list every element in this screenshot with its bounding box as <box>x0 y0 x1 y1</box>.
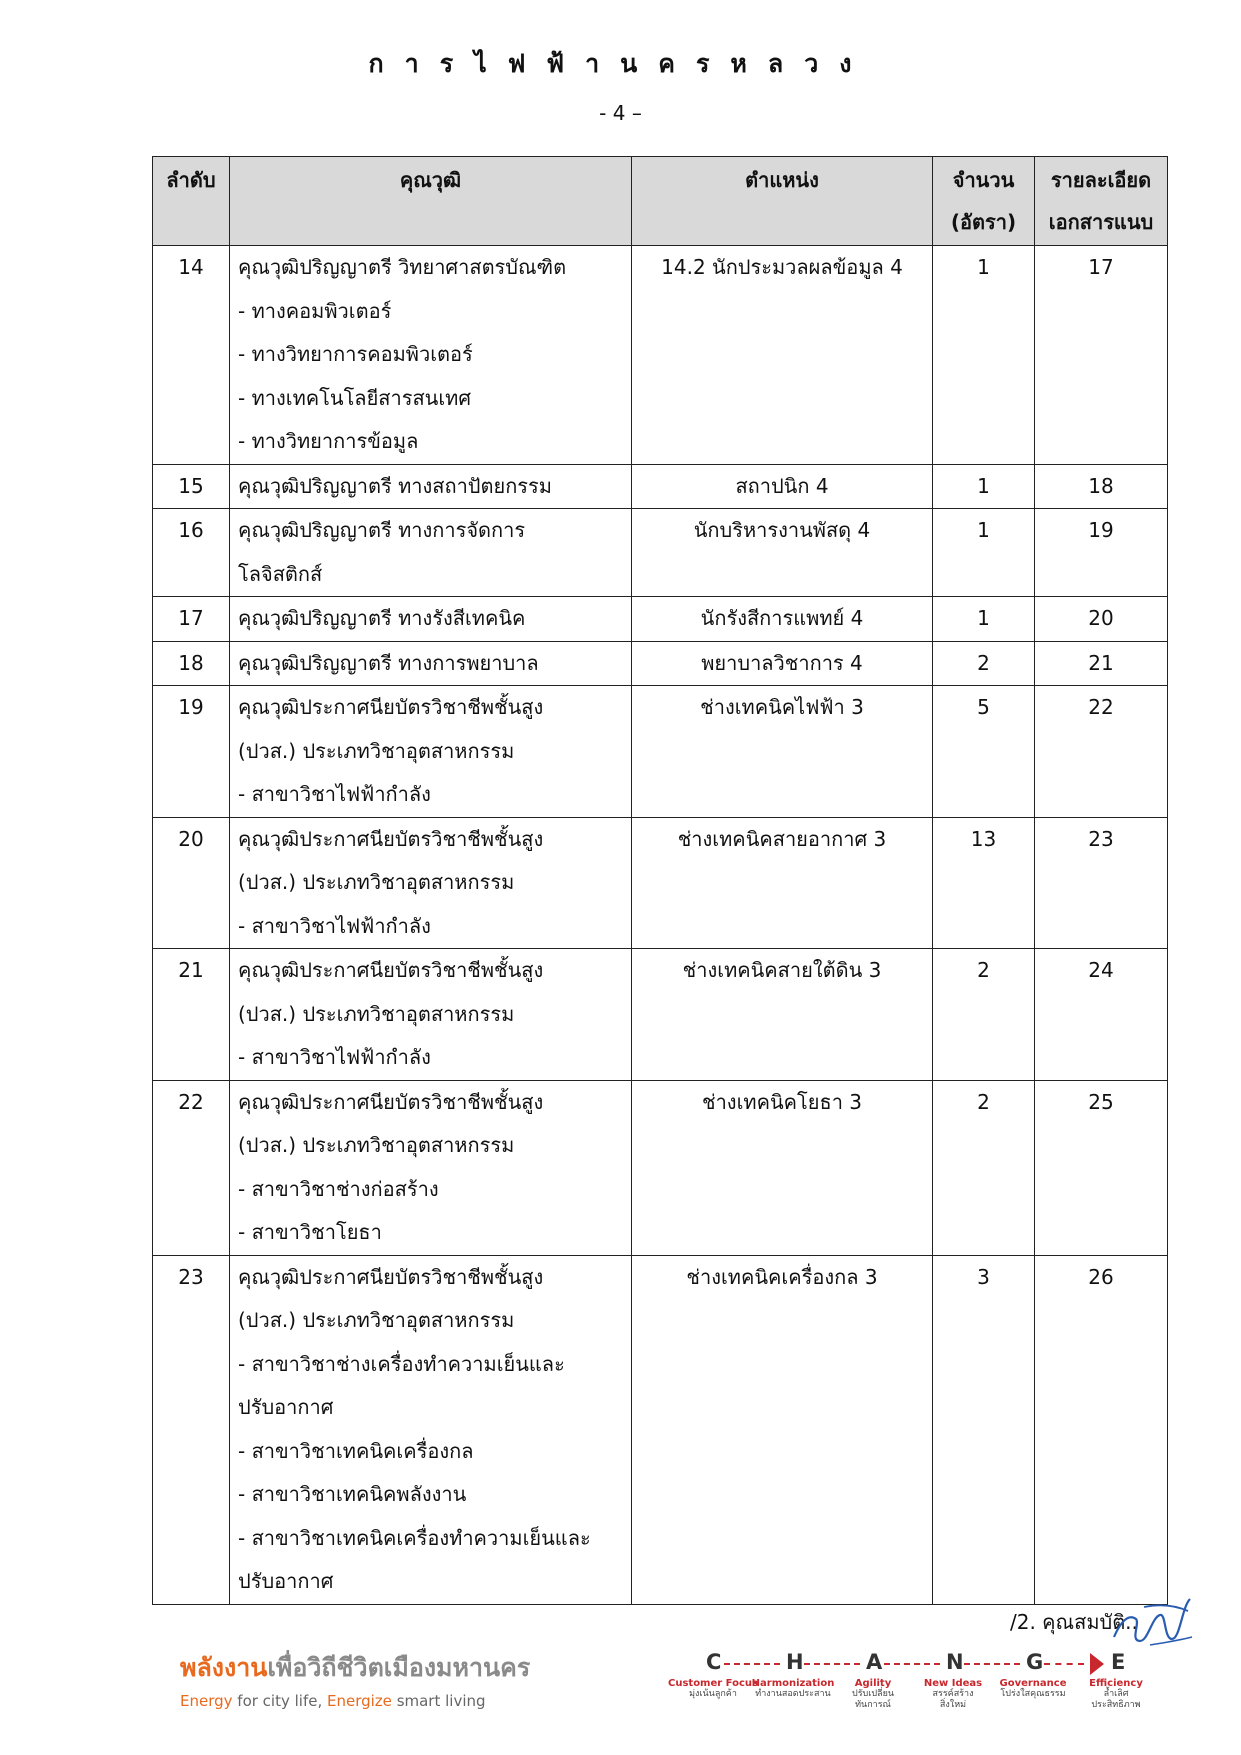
table-row <box>153 597 1168 642</box>
change-item-th: ประสิทธิภาพ <box>1091 1700 1141 1710</box>
change-values-banner <box>668 1650 1166 1750</box>
change-item-th: ทำงานสอดประสาน <box>755 1689 831 1699</box>
qualification-line: คุณวุฒิปริญญาตรี ทางการพยาบาล <box>238 650 539 675</box>
page-number: - 4 – <box>599 101 642 125</box>
row-attachment: 18 <box>1035 464 1168 509</box>
change-item <box>908 1678 998 1711</box>
qualification-line: คุณวุฒิปริญญาตรี วิทยาศาสตรบัณฑิต <box>238 255 567 279</box>
row-position: ช่างเทคนิคโยธา 3 <box>632 1080 933 1255</box>
row-position: นักรังสีการแพทย์ 4 <box>632 597 933 642</box>
row-qualification <box>230 509 632 597</box>
qualification-line: (ปวส.) ประเภทวิชาอุตสาหกรรม <box>238 738 515 763</box>
tagline-thai <box>180 1648 530 1688</box>
col-header-count-line2: (อัตรา) <box>950 210 1017 234</box>
qualification-line: - สาขาวิชาไฟฟ้ากำลัง <box>238 913 431 938</box>
row-count: 1 <box>933 246 1035 465</box>
change-letter: H <box>786 1650 804 1674</box>
qualification-line: - สาขาวิชาช่างก่อสร้าง <box>238 1176 439 1201</box>
change-item-th: ทันการณ์ <box>855 1700 891 1710</box>
table-row <box>153 949 1168 1081</box>
table-row <box>153 686 1168 818</box>
document-title: การไฟฟ้านครหลวง <box>368 49 873 78</box>
row-qualification <box>230 641 632 686</box>
tagline-en-2: for city life, <box>232 1692 327 1710</box>
change-item <box>1071 1678 1161 1711</box>
change-item-en: Agility <box>854 1678 892 1689</box>
change-dash <box>1044 1663 1084 1665</box>
change-arrow-icon <box>1090 1653 1104 1675</box>
qualification-line: - สาขาวิชาไฟฟ้ากำลัง <box>238 1045 431 1069</box>
row-number: 14 <box>153 246 230 465</box>
col-header-no: ลำดับ <box>153 157 230 246</box>
table-row <box>153 817 1168 949</box>
table-row <box>153 1080 1168 1255</box>
row-number: 15 <box>153 464 230 509</box>
row-position: ช่างเทคนิคไฟฟ้า 3 <box>632 686 933 818</box>
row-attachment: 19 <box>1035 509 1168 597</box>
qualification-line: - สาขาวิชาโยธา <box>238 1220 382 1244</box>
qualification-line: คุณวุฒิประกาศนียบัตรวิชาชีพชั้นสูง <box>238 826 544 851</box>
change-item-th: ล้ำเลิศ <box>1103 1689 1129 1699</box>
row-attachment: 21 <box>1035 641 1168 686</box>
col-header-qualification: คุณวุฒิ <box>230 157 632 246</box>
change-item <box>668 1678 758 1700</box>
qualification-line: คุณวุฒิประกาศนียบัตรวิชาชีพชั้นสูง <box>238 1264 544 1289</box>
row-position: พยาบาลวิชาการ 4 <box>632 641 933 686</box>
change-letter-row <box>706 1650 1166 1678</box>
change-item-en: Harmonization <box>751 1678 835 1689</box>
row-qualification <box>230 246 632 465</box>
row-count: 2 <box>933 949 1035 1081</box>
change-item-en: Governance <box>999 1678 1067 1689</box>
row-attachment: 26 <box>1035 1255 1168 1604</box>
row-qualification <box>230 597 632 642</box>
positions-table <box>152 156 1168 1605</box>
table-row <box>153 509 1168 597</box>
col-header-attachment-line1: รายละเอียด <box>1050 168 1152 192</box>
qualification-line: คุณวุฒิประกาศนียบัตรวิชาชีพชั้นสูง <box>238 695 544 719</box>
qualification-line: โลจิสติกส์ <box>238 561 323 586</box>
row-qualification <box>230 686 632 818</box>
qualification-line: คุณวุฒิปริญญาตรี ทางรังสีเทคนิค <box>238 606 526 630</box>
row-position: นักบริหารงานพัสดุ 4 <box>632 509 933 597</box>
row-count: 1 <box>933 464 1035 509</box>
continuation-note: /2. คุณสมบัติ.. <box>1010 1610 1138 1634</box>
qualification-line: คุณวุฒิปริญญาตรี ทางการจัดการ <box>238 518 526 542</box>
row-number: 23 <box>153 1255 230 1604</box>
row-count: 2 <box>933 1080 1035 1255</box>
row-attachment: 17 <box>1035 246 1168 465</box>
qualification-line: - สาขาวิชาเทคนิคเครื่องทำความเย็นและ <box>238 1525 591 1550</box>
row-attachment: 22 <box>1035 686 1168 818</box>
change-letter: E <box>1111 1650 1126 1674</box>
tagline-thai-rest: เพื่อวิถีชีวิตเมืองมหานคร <box>267 1653 531 1682</box>
row-number: 22 <box>153 1080 230 1255</box>
col-header-count <box>933 157 1035 246</box>
col-header-attachment-line2: เอกสารแนบ <box>1048 210 1154 234</box>
row-position: ช่างเทคนิคสายใต้ดิน 3 <box>632 949 933 1081</box>
change-dash <box>884 1663 940 1665</box>
qualification-line: คุณวุฒิปริญญาตรี ทางสถาปัตยกรรม <box>238 473 552 498</box>
row-number: 18 <box>153 641 230 686</box>
footer-tagline <box>180 1648 530 1710</box>
row-attachment: 24 <box>1035 949 1168 1081</box>
tagline-thai-highlight: พลังงาน <box>180 1653 268 1682</box>
change-letter: A <box>866 1650 883 1674</box>
qualification-line: - สาขาวิชาเทคนิคพลังงาน <box>238 1482 467 1506</box>
qualification-line: (ปวส.) ประเภทวิชาอุตสาหกรรม <box>238 1308 515 1332</box>
row-count: 2 <box>933 641 1035 686</box>
table-row <box>153 1255 1168 1604</box>
row-number: 20 <box>153 817 230 949</box>
row-count: 5 <box>933 686 1035 818</box>
table-row <box>153 246 1168 465</box>
row-count: 3 <box>933 1255 1035 1604</box>
table-header-row <box>153 157 1168 246</box>
change-item-en: Customer Focus <box>668 1678 758 1689</box>
change-item-th: ปรับเปลี่ยน <box>852 1689 894 1699</box>
row-number: 16 <box>153 509 230 597</box>
qualification-line: คุณวุฒิประกาศนียบัตรวิชาชีพชั้นสูง <box>238 958 544 982</box>
qualification-line: - สาขาวิชาช่างเครื่องทำความเย็นและ <box>238 1351 565 1376</box>
change-dash <box>804 1663 860 1665</box>
row-number: 21 <box>153 949 230 1081</box>
qualification-line: (ปวส.) ประเภทวิชาอุตสาหกรรม <box>238 870 515 894</box>
col-header-attachment <box>1035 157 1168 246</box>
change-item <box>748 1678 838 1700</box>
change-item-en: New Ideas <box>923 1678 983 1689</box>
change-dash <box>724 1663 780 1665</box>
row-count: 13 <box>933 817 1035 949</box>
change-item-en: Efficiency <box>1089 1678 1143 1689</box>
change-item-th: มุ่งเน้นลูกค้า <box>689 1689 737 1699</box>
qualification-line: - ทางวิทยาการข้อมูล <box>238 429 419 453</box>
row-qualification <box>230 1255 632 1604</box>
change-letter: C <box>706 1650 722 1674</box>
qualification-line: - ทางวิทยาการคอมพิวเตอร์ <box>238 342 473 366</box>
change-item <box>828 1678 918 1711</box>
row-attachment: 25 <box>1035 1080 1168 1255</box>
qualification-line: (ปวส.) ประเภทวิชาอุตสาหกรรม <box>238 1133 515 1157</box>
tagline-en-3: Energize <box>327 1692 392 1710</box>
qualification-line: ปรับอากาศ <box>238 1569 334 1593</box>
row-qualification <box>230 1080 632 1255</box>
tagline-english <box>180 1692 530 1710</box>
tagline-en-1: Energy <box>180 1692 233 1710</box>
change-letter: G <box>1026 1650 1044 1674</box>
row-position: สถาปนิก 4 <box>632 464 933 509</box>
qualification-line: - ทางคอมพิวเตอร์ <box>238 298 392 323</box>
change-item <box>988 1678 1078 1700</box>
table-body <box>153 246 1168 1605</box>
row-qualification <box>230 464 632 509</box>
row-qualification <box>230 949 632 1081</box>
change-letter: N <box>946 1650 964 1674</box>
row-number: 19 <box>153 686 230 818</box>
change-dash <box>964 1663 1020 1665</box>
table-row <box>153 464 1168 509</box>
qualification-line: - ทางเทคโนโลยีสารสนเทศ <box>238 385 472 410</box>
change-item-th: โปร่งใสคุณธรรม <box>1000 1689 1066 1699</box>
col-header-count-line1: จำนวน <box>952 168 1015 192</box>
row-attachment: 23 <box>1035 817 1168 949</box>
col-header-position: ตำแหน่ง <box>632 157 933 246</box>
qualification-line: (ปวส.) ประเภทวิชาอุตสาหกรรม <box>238 1001 515 1026</box>
tagline-en-4: smart living <box>391 1692 486 1710</box>
change-item-th: สิ่งใหม่ <box>939 1700 967 1710</box>
qualification-line: - สาขาวิชาไฟฟ้ากำลัง <box>238 782 431 806</box>
signature-mark <box>1110 1593 1196 1653</box>
row-count: 1 <box>933 597 1035 642</box>
qualification-line: ปรับอากาศ <box>238 1395 334 1419</box>
row-count: 1 <box>933 509 1035 597</box>
row-attachment: 20 <box>1035 597 1168 642</box>
row-number: 17 <box>153 597 230 642</box>
row-position: 14.2 นักประมวลผลข้อมูล 4 <box>632 246 933 465</box>
qualification-line: - สาขาวิชาเทคนิคเครื่องกล <box>238 1438 474 1463</box>
change-item-th: สรรค์สร้าง <box>932 1689 974 1699</box>
row-qualification <box>230 817 632 949</box>
row-position: ช่างเทคนิคเครื่องกล 3 <box>632 1255 933 1604</box>
qualification-line: คุณวุฒิประกาศนียบัตรวิชาชีพชั้นสูง <box>238 1089 544 1114</box>
table-row <box>153 641 1168 686</box>
row-position: ช่างเทคนิคสายอากาศ 3 <box>632 817 933 949</box>
